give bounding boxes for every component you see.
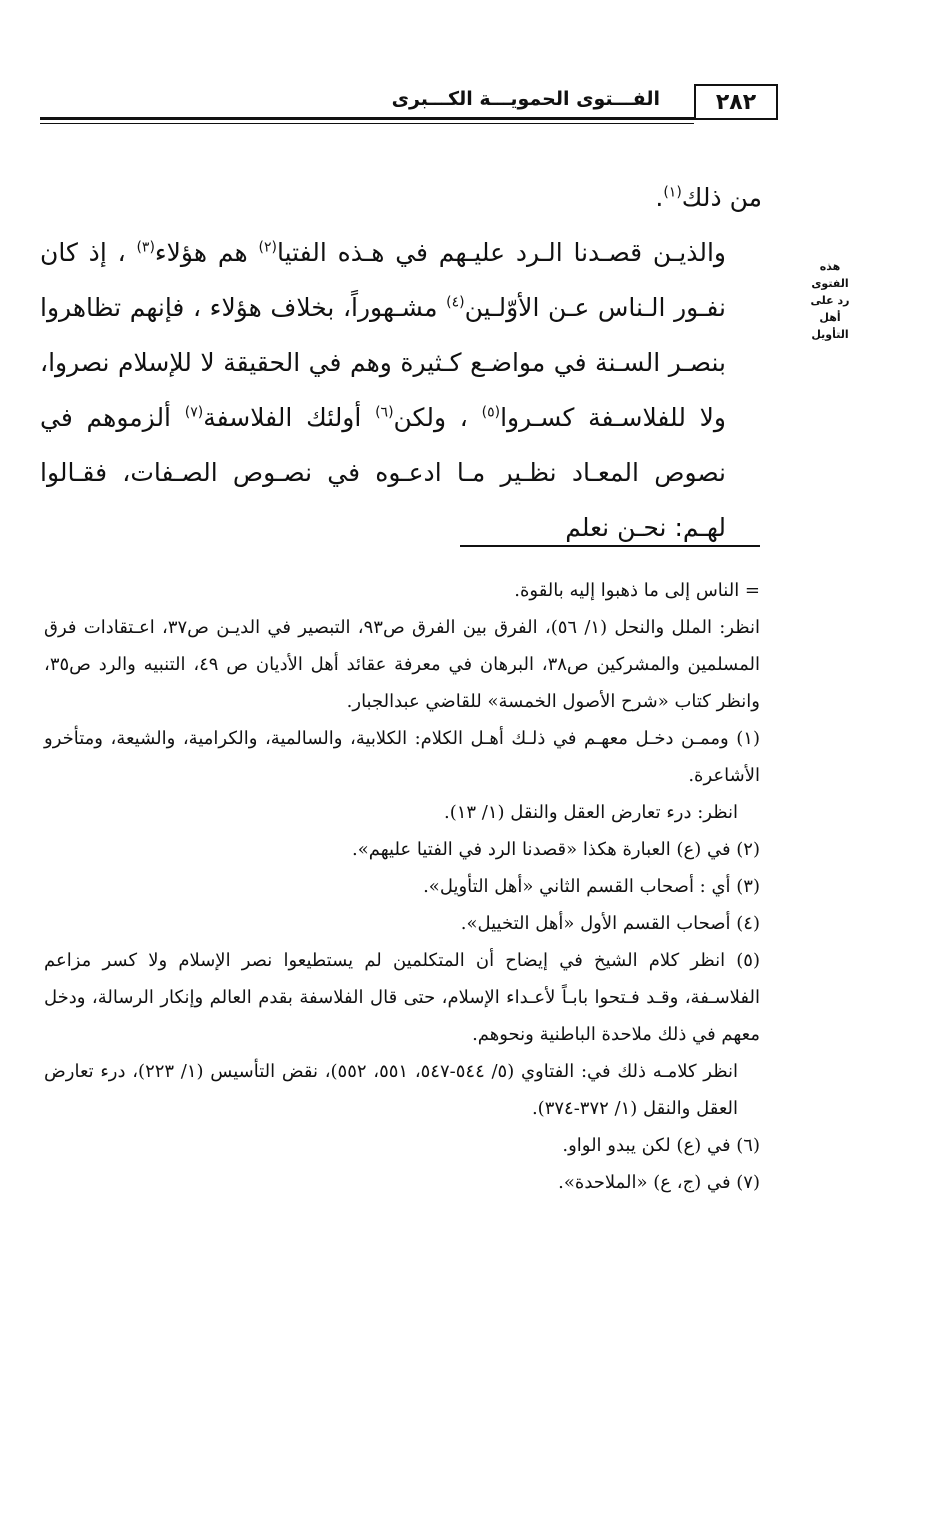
footnote-2: (٢) في (ع) العبارة هكذا «قصدنا الرد في الفتيا عليهم». [352, 839, 760, 860]
text-run: أولئك الفلاسفة [203, 403, 376, 432]
footnote-continuation: = الناس إلى ما ذهبوا إليه بالقوة. [514, 580, 760, 601]
text-run: ألزموهم في نصوص المعـاد نظـير مـا ادعـوه في نصـوص الصـفات، فقـالوا لهـم: نحـن نعلم [40, 403, 726, 542]
header-rule-thin [40, 123, 694, 124]
footnote-ref-4: (٤) [446, 294, 465, 311]
footnote-ref-7: (٧) [184, 404, 204, 421]
text-run: من ذلك [681, 183, 762, 212]
header-rule-thick [40, 117, 694, 120]
text-run: هم هؤلاء [154, 238, 259, 267]
text-run: مشـهوراً، بخلاف هؤلاء ، فإنهم تظاهروا بنصـر السـنة في مواضـع كـثيرة وهم في الحقيقة لا للإسلام نصروا، ولا للفلاسـفة كسـروا [40, 293, 726, 432]
footnote-references: انظر: الملل والنحل (١/ ٥٦)، الفرق بين الفرق ص٩٣، التبصير في الديـن ص٣٧، اعـتقادات فرق المسلمين والمشركين ص٣٨، البرهان في معرفة عقائد أهل الأديان ص ٤٩، التنبيه والرد ص٣٥، وانظر كتاب «شرح الأصول الخمسة» للقاضي عبدالجبار. [44, 617, 760, 712]
footnote-ref-1: (١) [663, 184, 682, 201]
footnote-divider [460, 545, 760, 547]
footnote-5-reference: انظر كلامـه ذلك في: الفتاوي (٥/ ٥٤٤-٥٤٧، ٥٥١، ٥٥٢)، نقض التأسيس (١/ ٢٢٣)، درء تعارض العقل والنقل (١/ ٣٧٢-٣٧٤). [44, 1061, 739, 1119]
text-run: ، إذ كان نفـور الـناس عـن الأوّلـين [40, 238, 726, 322]
footnote-ref-2: (٢) [258, 239, 277, 256]
text-run: والذيـن قصـدنا الـرد عليـهم في هـذه الفتيا [276, 238, 726, 267]
paragraph-main [40, 225, 762, 555]
text-run: ، ولكن [393, 403, 482, 432]
footnote-ref-3: (٣) [136, 239, 155, 256]
paragraph-opening [40, 170, 762, 225]
page-number: ٢٨٢ [694, 84, 778, 120]
margin-note-line-2: رد على أهل [810, 294, 850, 324]
page-header [40, 84, 778, 130]
footnote-ref-6: (٦) [375, 404, 394, 421]
text-run: . [655, 183, 664, 212]
main-text [40, 170, 762, 555]
footnote-ref-5: (٥) [481, 404, 501, 421]
footnote-3: (٣) أي : أصحاب القسم الثاني «أهل التأويل». [423, 876, 760, 897]
margin-note [800, 258, 860, 343]
book-title: الفـــتوى الحمويـــة الكـــبرى [391, 88, 660, 110]
footnote-6: (٦) في (ع) لكن يبدو الواو. [562, 1135, 760, 1156]
footnote-5: (٥) انظر كلام الشيخ في إيضاح أن المتكلمين لم يستطيعوا نصر الإسلام ولا كسر مزاعم الفلاسـفة، وقـد فـتحوا بابـاً لأعـداء الإسلام، حتى قال الفلاسفة بقدم العالم وإنكار الرسالة، ودخل معهم في ذلك ملاحدة الباطنية ونحوهم. [44, 950, 760, 1045]
margin-note-line-1: هذه الفتوى [811, 260, 849, 290]
footnotes [44, 572, 760, 1201]
margin-note-line-3: التأويل [811, 328, 849, 341]
footnote-1: (١) وممـن دخـل معهـم في ذلـك أهـل الكلام: الكلابية، والسالمية، والكرامية، والشيعة، ومتأخرو الأشاعرة. [44, 728, 760, 786]
footnote-1-reference: انظر: درء تعارض العقل والنقل (١/ ١٣). [443, 802, 738, 823]
footnote-7: (٧) في (ج، ع) «الملاحدة». [558, 1172, 760, 1193]
footnote-4: (٤) أصحاب القسم الأول «أهل التخييل». [460, 913, 760, 934]
